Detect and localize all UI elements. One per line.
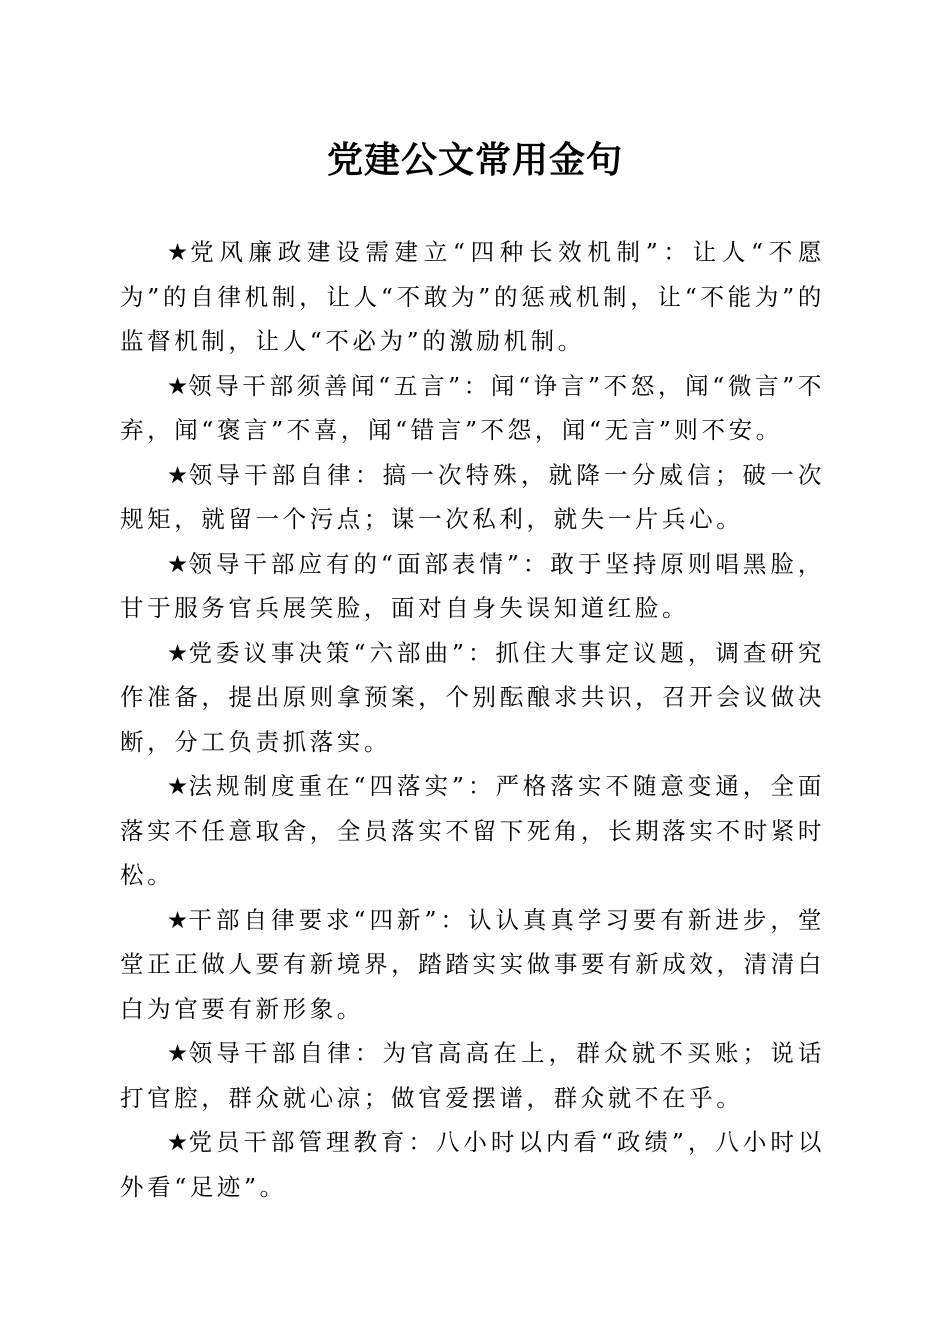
paragraph-9: [120, 1120, 825, 1209]
star-icon: ★: [167, 371, 189, 400]
paragraph-5: [120, 631, 825, 765]
paragraph-text: 党风廉政建设需建立“四种长效机制”：让人“不愿为”的自律机制，让人“不敢为”的惩戒机制，让“不能为”的监督机制，让人“不必为”的激励机制。: [120, 238, 826, 355]
paragraph-text: 干部自律要求“四新”：认认真真学习要有新进步，堂堂正正做人要有新境界，踏踏实实做事要有新成效，清清白白为官要有新形象。: [120, 905, 825, 1023]
paragraph-8: [120, 1031, 825, 1120]
paragraph-text: 党委议事决策“六部曲”：抓住大事定议题，调查研究作准备，提出原则拿预案，个别酝酿求共识，召开会议做决断，分工负责抓落实。: [120, 638, 825, 756]
star-icon: ★: [167, 460, 189, 489]
paragraph-text: 领导干部须善闻“五言”：闻“诤言”不怒，闻“微言”不弃，闻“褒言”不喜，闻“错言”不怨，闻“无言”则不安。: [120, 371, 825, 444]
star-icon: ★: [167, 905, 189, 934]
paragraph-1: [120, 230, 825, 364]
star-icon: ★: [167, 638, 189, 667]
paragraph-4: [120, 542, 825, 631]
star-icon: ★: [167, 549, 189, 578]
paragraph-text: 法规制度重在“四落实”：严格落实不随意变通，全面落实不任意取舍，全员落实不留下死角，长期落实不时紧时松。: [120, 772, 825, 889]
star-icon: ★: [167, 772, 189, 800]
paragraph-text: 党员干部管理教育：八小时以内看“政绩”，八小时以外看“足迹”。: [120, 1128, 825, 1201]
star-icon: ★: [167, 238, 191, 266]
document-body: [120, 230, 825, 1209]
paragraph-text: 领导干部自律：为官高高在上，群众就不买账；说话打官腔，群众就心凉；做官爱摆谱，群众就不在乎。: [120, 1039, 825, 1112]
paragraph-7: [120, 898, 825, 1032]
paragraph-3: [120, 453, 825, 542]
paragraph-6: [120, 764, 825, 898]
paragraph-text: 领导干部应有的“面部表情”：敢于坚持原则唱黑脸，甘于服务官兵展笑脸，面对自身失误知道红脸。: [120, 549, 825, 622]
paragraph-2: [120, 364, 825, 453]
star-icon: ★: [167, 1128, 189, 1156]
paragraph-text: 领导干部自律：搞一次特殊，就降一分威信；破一次规矩，就留一个污点；谋一次私利，就失一片兵心。: [120, 460, 825, 533]
document-title: 党建公文常用金句: [326, 139, 623, 181]
star-icon: ★: [167, 1039, 189, 1067]
